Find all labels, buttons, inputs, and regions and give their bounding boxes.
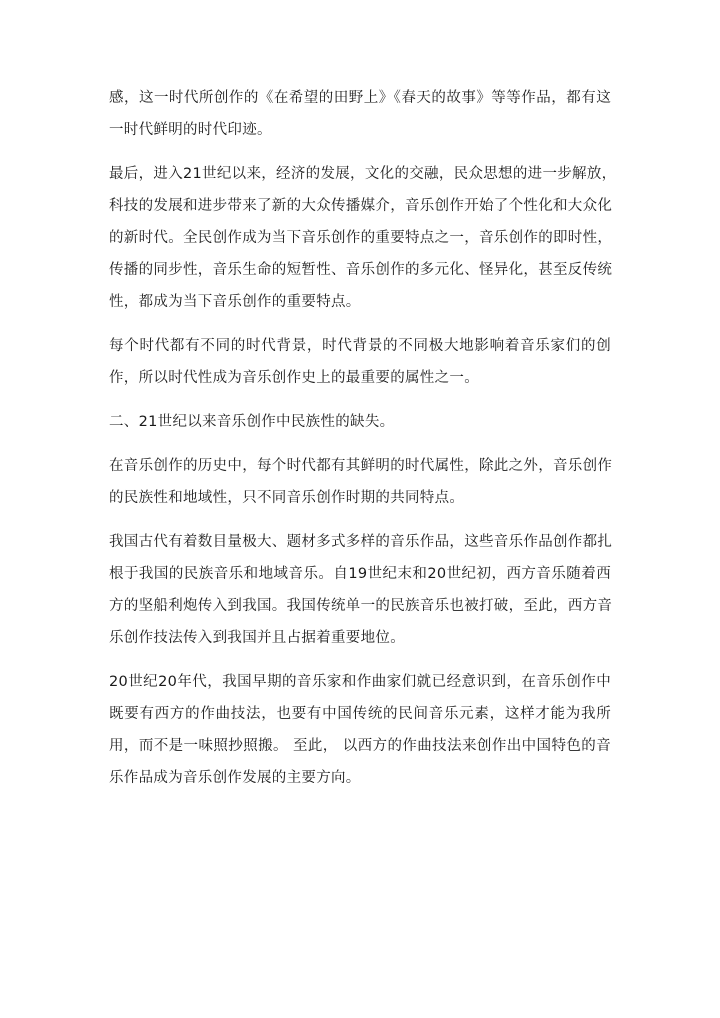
document-body [109, 82, 617, 806]
text-line: 在音乐创作的历史中，每个时代都有其鲜明的时代属性，除此之外，音乐创作 [109, 458, 613, 474]
paragraph-5 [109, 526, 611, 654]
text-line: 根于我国的民族音乐和地域音乐。自19世纪末和20世纪初，西方音乐随着西 [109, 566, 611, 582]
paragraph-1 [109, 82, 611, 146]
text-line: 二、21世纪以来音乐创作中民族性的缺失。 [109, 414, 395, 430]
text-line: 作，所以时代性成为音乐创作史上的最重要的属性之一。 [109, 370, 479, 386]
text-line: 传播的同步性，音乐生命的短暂性、音乐创作的多元化、怪异化，甚至反传统 [109, 262, 613, 278]
text-line: 的新时代。全民创作成为当下音乐创作的重要特点之一，音乐创作的即时性， [109, 230, 613, 246]
paragraph-3 [109, 330, 611, 394]
text-line: 乐创作技法传入到我国并且占据着重要地位。 [109, 630, 405, 646]
text-line: 一时代鲜明的时代印迹。 [109, 122, 272, 138]
paragraph-6 [109, 666, 611, 794]
text-line: 的民族性和地域性，只不同音乐创作时期的共同特点。 [109, 490, 465, 506]
text-line: 既要有西方的作曲技法，也要有中国传统的民间音乐元素，这样才能为我所 [109, 706, 611, 722]
text-line: 乐作品成为音乐创作发展的主要方向。 [109, 770, 361, 786]
section-heading [109, 406, 611, 438]
text-line: 最后，进入21世纪以来，经济的发展，文化的交融，民众思想的进一步解放， [109, 166, 617, 182]
text-line: 方的坚船利炮传入到我国。我国传统单一的民族音乐也被打破，至此，西方音 [109, 598, 613, 614]
text-line: 用，而不是一味照抄照搬。 至此， 以西方的作曲技法来创作出中国特色的音 [109, 738, 611, 754]
paragraph-4 [109, 450, 611, 514]
text-line: 我国古代有着数目量极大、题材多式多样的音乐作品，这些音乐作品创作都扎 [109, 534, 613, 550]
text-line: 感，这一时代所创作的《在希望的田野上》《春天的故事》等等作品，都有这 [109, 90, 611, 106]
text-line: 每个时代都有不同的时代背景，时代背景的不同极大地影响着音乐家们的创 [109, 338, 611, 354]
text-line: 性，都成为当下音乐创作的重要特点。 [109, 294, 361, 310]
text-line: 科技的发展和进步带来了新的大众传播媒介，音乐创作开始了个性化和大众化 [109, 198, 613, 214]
text-line: 20世纪20年代，我国早期的音乐家和作曲家们就已经意识到，在音乐创作中 [109, 674, 611, 690]
paragraph-2 [109, 158, 617, 318]
